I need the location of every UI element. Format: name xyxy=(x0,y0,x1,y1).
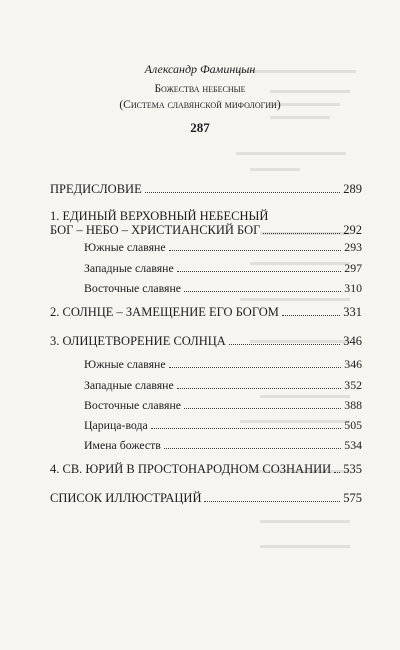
toc-leader-dots xyxy=(169,250,342,251)
toc-leader-dots xyxy=(184,408,341,409)
toc-entry-page: 292 xyxy=(343,223,362,237)
toc-entry-page: 352 xyxy=(344,378,362,392)
toc-entry-title: Южные славяне xyxy=(84,240,166,254)
toc-entry-page: 289 xyxy=(343,182,362,196)
author-name: Александр Фаминцын xyxy=(144,62,256,76)
section-page-number: 287 xyxy=(190,120,210,135)
toc-entry-page: 297 xyxy=(344,261,362,275)
toc-subentry-west-slavs xyxy=(84,261,362,275)
toc-leader-dots xyxy=(151,428,342,429)
toc-entry-chapter-3 xyxy=(50,334,362,348)
toc-leader-dots xyxy=(263,233,340,234)
toc-entry-page: 346 xyxy=(344,357,362,371)
toc-leader-dots xyxy=(145,192,341,193)
toc-entry-chapter-4 xyxy=(50,462,362,476)
toc-leader-dots xyxy=(184,291,341,292)
toc-entry-title: Западные славяне xyxy=(84,261,174,275)
toc-leader-dots xyxy=(177,271,342,272)
toc-subentry-names-of-deities xyxy=(84,438,362,452)
toc-entry-title: БОГ – НЕБО – ХРИСТИАНСКИЙ БОГ xyxy=(50,223,261,237)
toc-entry-page: 575 xyxy=(343,491,362,505)
toc-entry-title: 4. СВ. ЮРИЙ В ПРОСТОНАРОДНОМ СОЗНАНИИ xyxy=(50,462,332,476)
toc-entry-chapter-2 xyxy=(50,305,362,319)
toc-subentry-south-slavs xyxy=(84,357,362,371)
toc-entry-title: СПИСОК ИЛЛЮСТРАЦИЙ xyxy=(50,491,202,505)
toc-subentry-east-slavs xyxy=(84,281,362,295)
toc-entry-page: 346 xyxy=(343,334,362,348)
toc-entry-list-of-illustrations xyxy=(50,491,362,505)
toc-entry-page: 535 xyxy=(343,462,362,476)
toc-entry-preface xyxy=(50,182,362,196)
toc-entry-title: Восточные славяне xyxy=(84,281,181,295)
toc-leader-dots xyxy=(204,501,340,502)
table-of-contents xyxy=(50,0,362,650)
toc-entry-chapter-1 xyxy=(50,209,362,237)
toc-entry-page: 293 xyxy=(344,240,362,254)
toc-entry-page: 534 xyxy=(344,438,362,452)
toc-entry-title: ПРЕДИСЛОВИЕ xyxy=(50,182,142,196)
toc-leader-dots xyxy=(282,315,340,316)
toc-entry-page: 505 xyxy=(344,418,362,432)
book-title-line-2: (Система славянской мифологии) xyxy=(119,99,281,111)
toc-leader-dots xyxy=(229,344,340,345)
toc-entry-title: Южные славяне xyxy=(84,357,166,371)
toc-subentry-east-slavs xyxy=(84,398,362,412)
toc-subentry-tsaritsa-voda xyxy=(84,418,362,432)
toc-leader-dots xyxy=(169,367,342,368)
toc-leader-dots xyxy=(164,448,341,449)
toc-entry-title-line-1: 1. ЕДИНЫЙ ВЕРХОВНЫЙ НЕБЕСНЫЙ xyxy=(50,209,269,223)
toc-entry-page: 310 xyxy=(344,281,362,295)
toc-entry-title: 2. СОЛНЦЕ – ЗАМЕЩЕНИЕ ЕГО БОГОМ xyxy=(50,305,279,319)
toc-entry-title: Царица-вода xyxy=(84,418,148,432)
toc-entry-title: Имена божеств xyxy=(84,438,161,452)
toc-entry-title: Западные славяне xyxy=(84,378,174,392)
toc-entry-title: Восточные славяне xyxy=(84,398,181,412)
toc-subentry-south-slavs xyxy=(84,240,362,254)
toc-leader-dots xyxy=(177,388,342,389)
toc-subentry-west-slavs xyxy=(84,378,362,392)
toc-entry-page: 331 xyxy=(343,305,362,319)
toc-entry-title: 3. ОЛИЦЕТВОРЕНИЕ СОЛНЦА xyxy=(50,334,226,348)
book-title-line-1: Божества небесные xyxy=(154,83,246,95)
toc-entry-page: 388 xyxy=(344,398,362,412)
